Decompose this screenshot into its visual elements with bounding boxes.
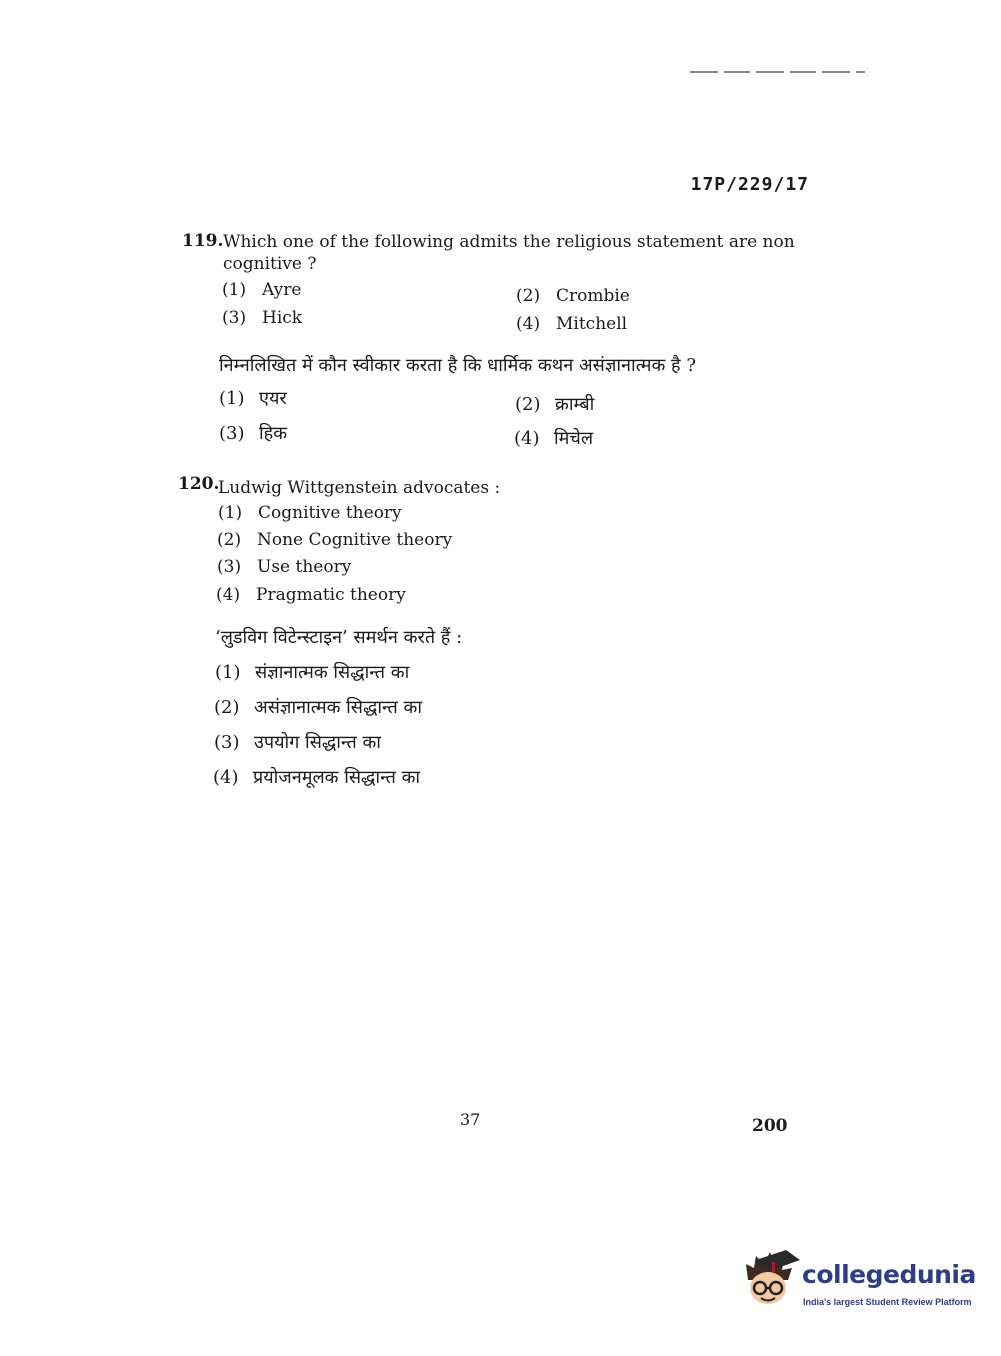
option-number: (2) (516, 286, 541, 306)
question-text-120-en: Ludwig Wittgenstein advocates : (218, 478, 501, 498)
option-number: (3) (219, 423, 245, 444)
brand-tagline: India's largest Student Review Platform (803, 1297, 972, 1307)
option-number: (1) (222, 280, 247, 300)
option-number: (1) (218, 503, 243, 523)
option-text: Pragmatic theory (256, 585, 406, 605)
option-119-en-2 (516, 286, 630, 306)
option-120-en-3 (217, 557, 351, 577)
option-number: (1) (219, 388, 245, 409)
page-total: 200 (752, 1116, 788, 1136)
option-text: मिचेल (554, 428, 594, 449)
brand-name: collegedunia (802, 1260, 976, 1289)
collegedunia-logo (742, 1250, 976, 1320)
option-text: Cognitive theory (258, 503, 402, 523)
option-text: Mitchell (556, 314, 628, 334)
option-text: None Cognitive theory (257, 530, 453, 550)
question-number-119: 119. (182, 231, 224, 251)
option-number: (4) (514, 428, 540, 449)
option-number: (1) (215, 662, 241, 683)
option-119-hi-3 (219, 421, 287, 445)
option-number: (2) (214, 697, 240, 718)
option-119-hi-4 (514, 426, 593, 450)
option-119-en-1 (222, 280, 301, 300)
option-number: (3) (222, 308, 247, 328)
option-119-en-4 (516, 314, 627, 334)
option-120-en-2 (217, 530, 452, 550)
question-text-120-hi: ‘लुडविग विटेन्स्टाइन’ समर्थन करते हैं : (215, 627, 463, 648)
option-text: Use theory (257, 557, 352, 577)
paper-code: 17P/229/17 (690, 174, 809, 195)
option-text: Hick (262, 308, 303, 328)
option-number: (3) (214, 732, 240, 753)
option-number: (2) (515, 394, 541, 415)
top-rule (690, 71, 865, 73)
option-text: Crombie (556, 286, 630, 306)
option-text: क्राम्बी (555, 394, 595, 415)
mascot-icon (742, 1250, 800, 1312)
page-number: 37 (460, 1110, 481, 1129)
option-120-hi-1 (215, 660, 409, 684)
option-text: उपयोग सिद्धान्त का (254, 732, 381, 753)
option-120-en-4 (216, 585, 406, 605)
option-number: (4) (516, 314, 541, 334)
question-text-119-en: Which one of the following admits the religious statement are non cognitive ? (223, 232, 795, 274)
option-number: (2) (217, 530, 242, 550)
option-119-hi-2 (515, 392, 594, 416)
option-text: संज्ञानात्मक सिद्धान्त का (255, 662, 410, 683)
option-text: प्रयोजनमूलक सिद्धान्त का (253, 767, 421, 788)
option-text: असंज्ञानात्मक सिद्धान्त का (254, 697, 423, 718)
option-text: एयर (259, 388, 287, 409)
question-text-119-hi: निम्नलिखित में कौन स्वीकार करता है कि धार्मिक कथन असंज्ञानात्मक है ? (219, 355, 696, 376)
option-number: (3) (217, 557, 242, 577)
option-number: (4) (213, 767, 239, 788)
option-120-hi-2 (214, 695, 422, 719)
option-119-hi-1 (219, 386, 287, 410)
option-text: हिक (259, 423, 288, 444)
question-number-120: 120. (178, 474, 220, 494)
option-119-en-3 (222, 308, 302, 328)
option-text: Ayre (262, 280, 302, 300)
option-120-hi-3 (214, 730, 381, 754)
option-number: (4) (216, 585, 241, 605)
option-120-en-1 (218, 503, 402, 523)
option-120-hi-4 (213, 765, 420, 789)
